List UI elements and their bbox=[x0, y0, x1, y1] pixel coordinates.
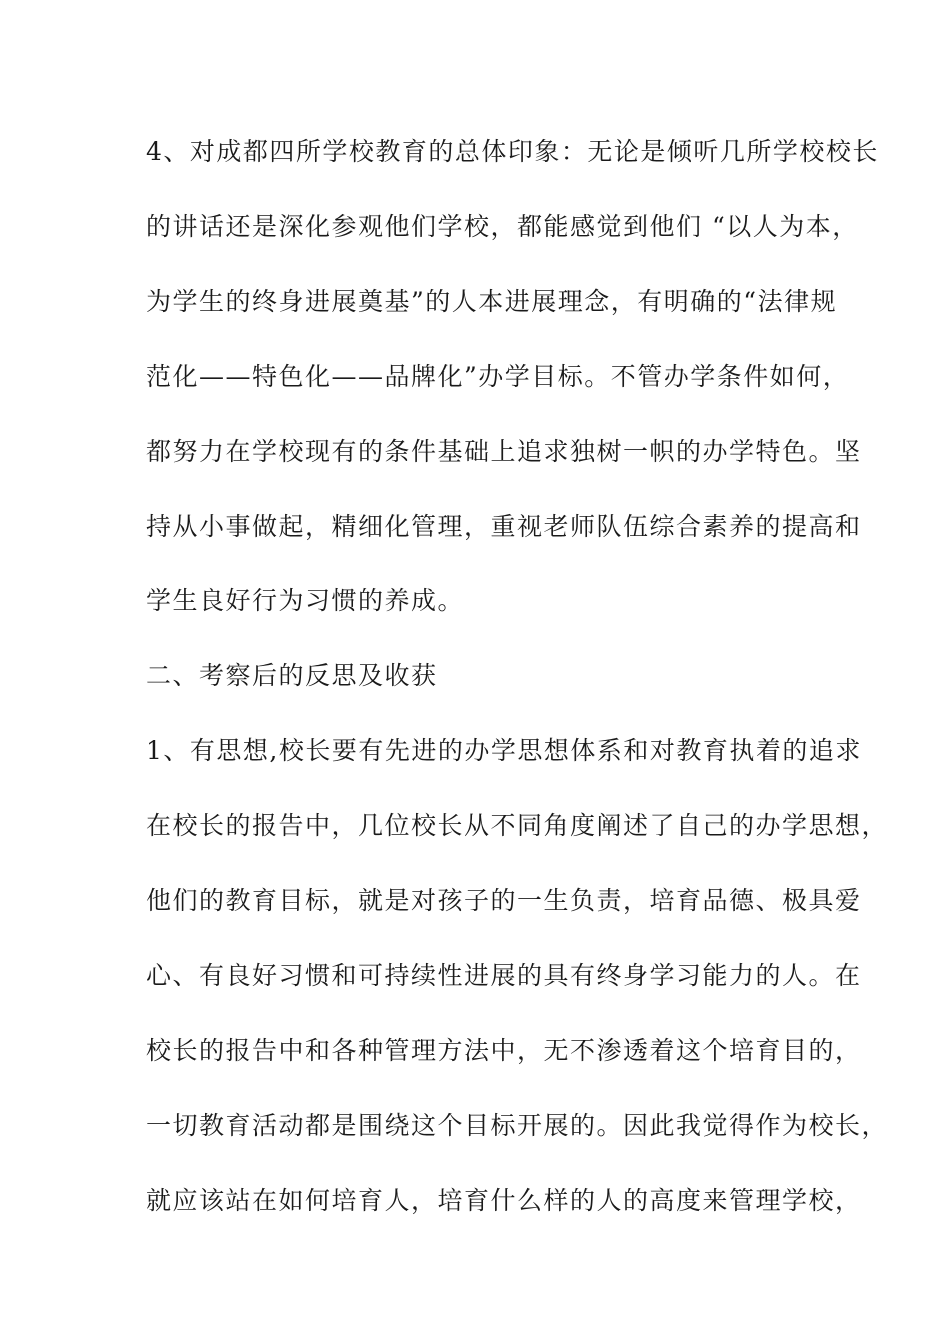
text-line-2: 的讲话还是深化参观他们学校，都能感觉到他们 “以人为本， bbox=[146, 212, 859, 241]
text-line-13: 校长的报告中和各种管理方法中，无不渗透着这个培育目的， bbox=[146, 1036, 862, 1065]
text-line-15: 就应该站在如何培育人，培育什么样的人的高度来管理学校， bbox=[146, 1186, 862, 1215]
text-line-1: 4、对成都四所学校教育的总体印象：无论是倾听几所学校校长 bbox=[146, 137, 879, 166]
text-line-14: 一切教育活动都是围绕这个目标开展的。因此我觉得作为校长， bbox=[146, 1111, 889, 1140]
text-line-10: 在校长的报告中，几位校长从不同角度阐述了自己的办学思想， bbox=[146, 811, 889, 840]
text-line-9: 1、有思想,校长要有先进的办学思想体系和对教育执着的追求 bbox=[146, 736, 862, 765]
text-line-7: 学生良好行为习惯的养成。 bbox=[146, 586, 465, 615]
section-heading: 二、考察后的反思及收获 bbox=[146, 661, 438, 690]
text-line-12: 心、有良好习惯和可持续性进展的具有终身学习能力的人。在 bbox=[146, 961, 862, 990]
text-line-3: 为学生的终身进展奠基”的人本进展理念，有明确的“法律规 bbox=[146, 287, 838, 316]
text-line-6: 持从小事做起，精细化管理，重视老师队伍综合素养的提高和 bbox=[146, 512, 862, 541]
text-line-11: 他们的教育目标，就是对孩子的一生负责，培育品德、极具爱 bbox=[146, 886, 862, 915]
text-line-4: 范化——特色化——品牌化”办学目标。不管办学条件如何， bbox=[146, 362, 850, 391]
text-line-5: 都努力在学校现有的条件基础上追求独树一帜的办学特色。坚 bbox=[146, 437, 862, 466]
